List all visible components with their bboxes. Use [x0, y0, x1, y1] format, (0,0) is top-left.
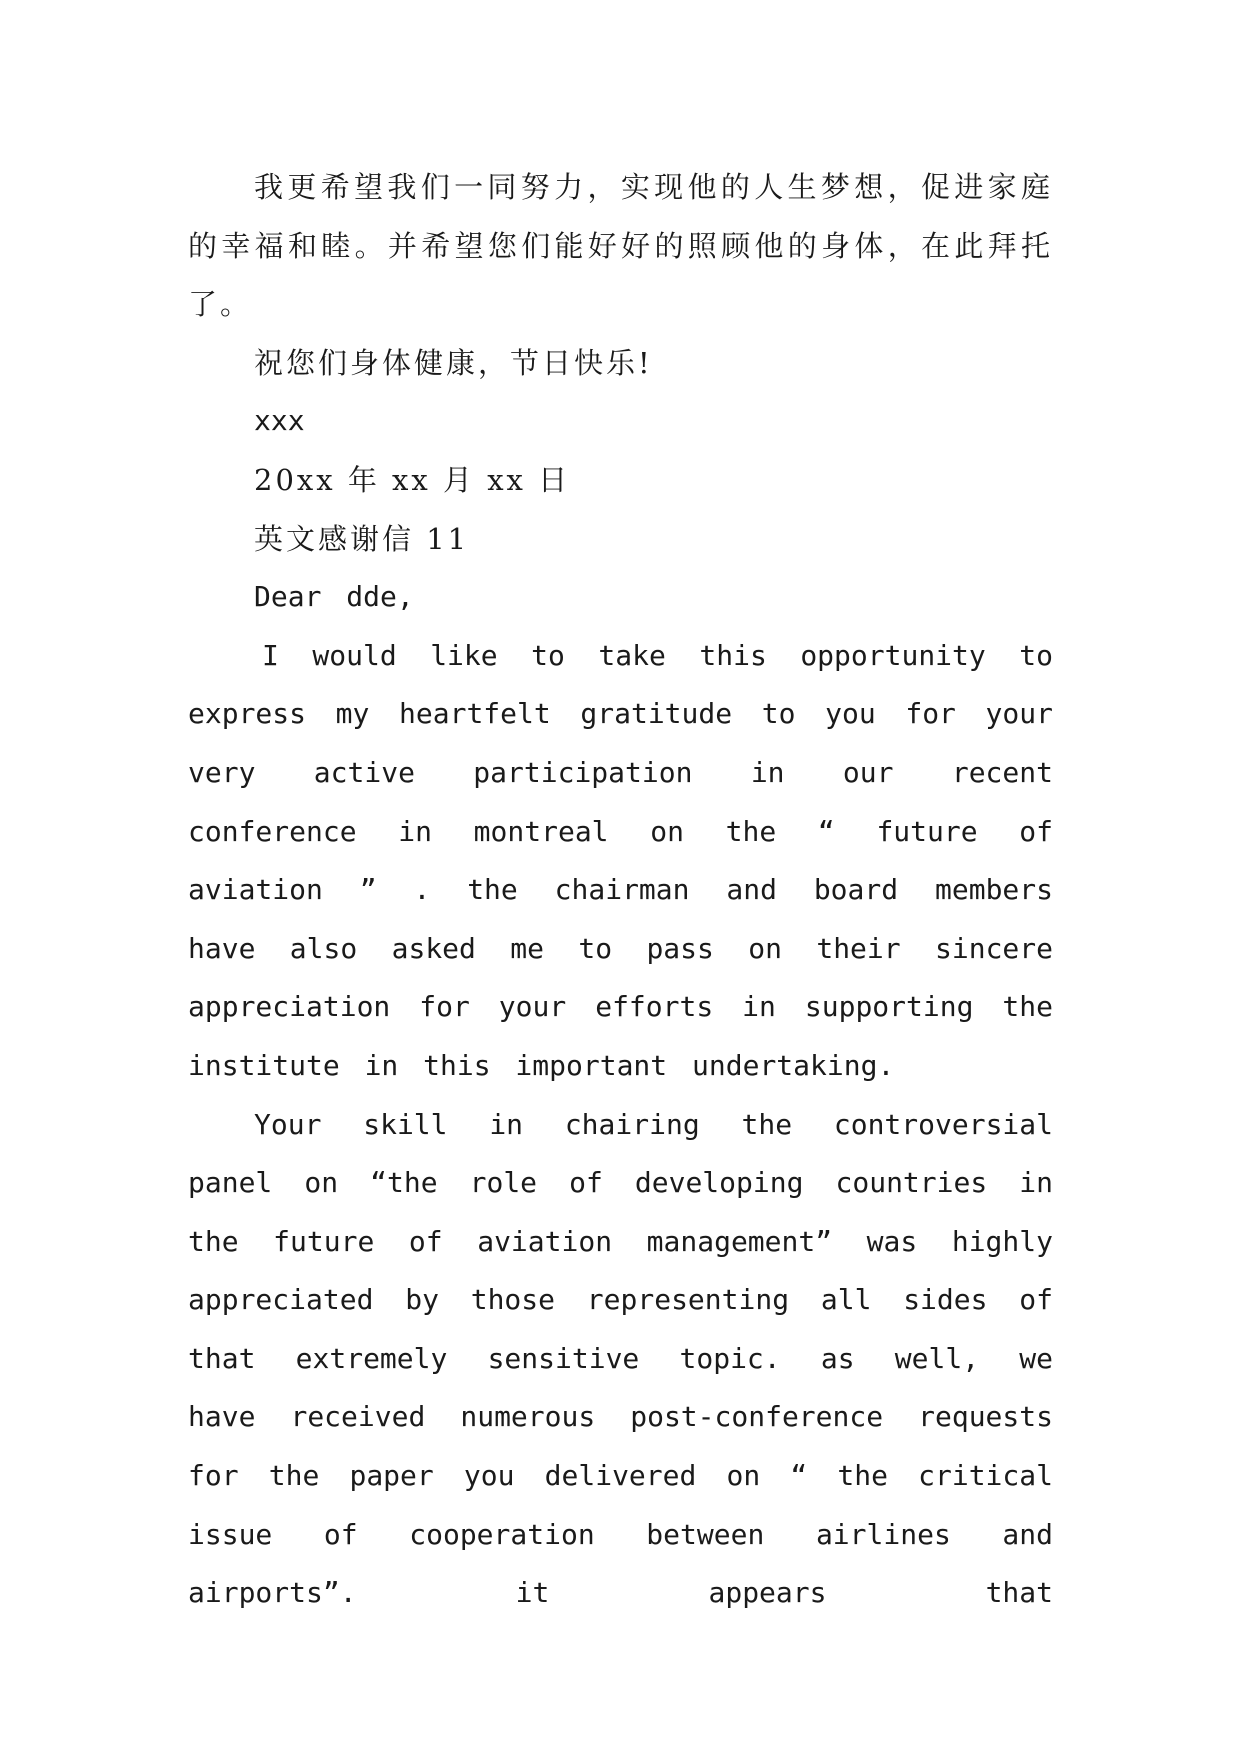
section-title: 英文感谢信 11 [254, 521, 470, 556]
letter-salutation: Dear dde, [254, 580, 414, 614]
signature-name: xxx [254, 404, 305, 438]
signature-date: 20xx 年 xx 月 xx 日 [254, 462, 571, 497]
paragraph-closing-wish: 我更希望我们一同努力，实现他的人生梦想，促进家庭的幸福和睦。并希望您们能好好的照顾他的身体，在此拜托了。 [188, 170, 1053, 322]
document-body [188, 158, 1053, 1623]
paragraph-gratitude: I would like to take this opportunity to express my heartfelt gratitude to you for your very active participation in our recent conference in montreal on the “ future of aviation ” . the chairman and board members have also asked me to pass on their sincere appreciation for your efforts in supporting the institute in this important undertaking. [188, 638, 1053, 1082]
paragraph-panel-skill: Your skill in chairing the controversial panel on “the role of developing countries in the future of aviation management” was highly appreciated by those representing all sides of that extremely sensitive topic. as well, we have received numerous post-conference requests for the paper you delivered on “ the critical issue of cooperation between airlines and airports”. it appears that [188, 1107, 1053, 1610]
paragraph-blessing: 祝您们身体健康，节日快乐! [254, 345, 653, 380]
